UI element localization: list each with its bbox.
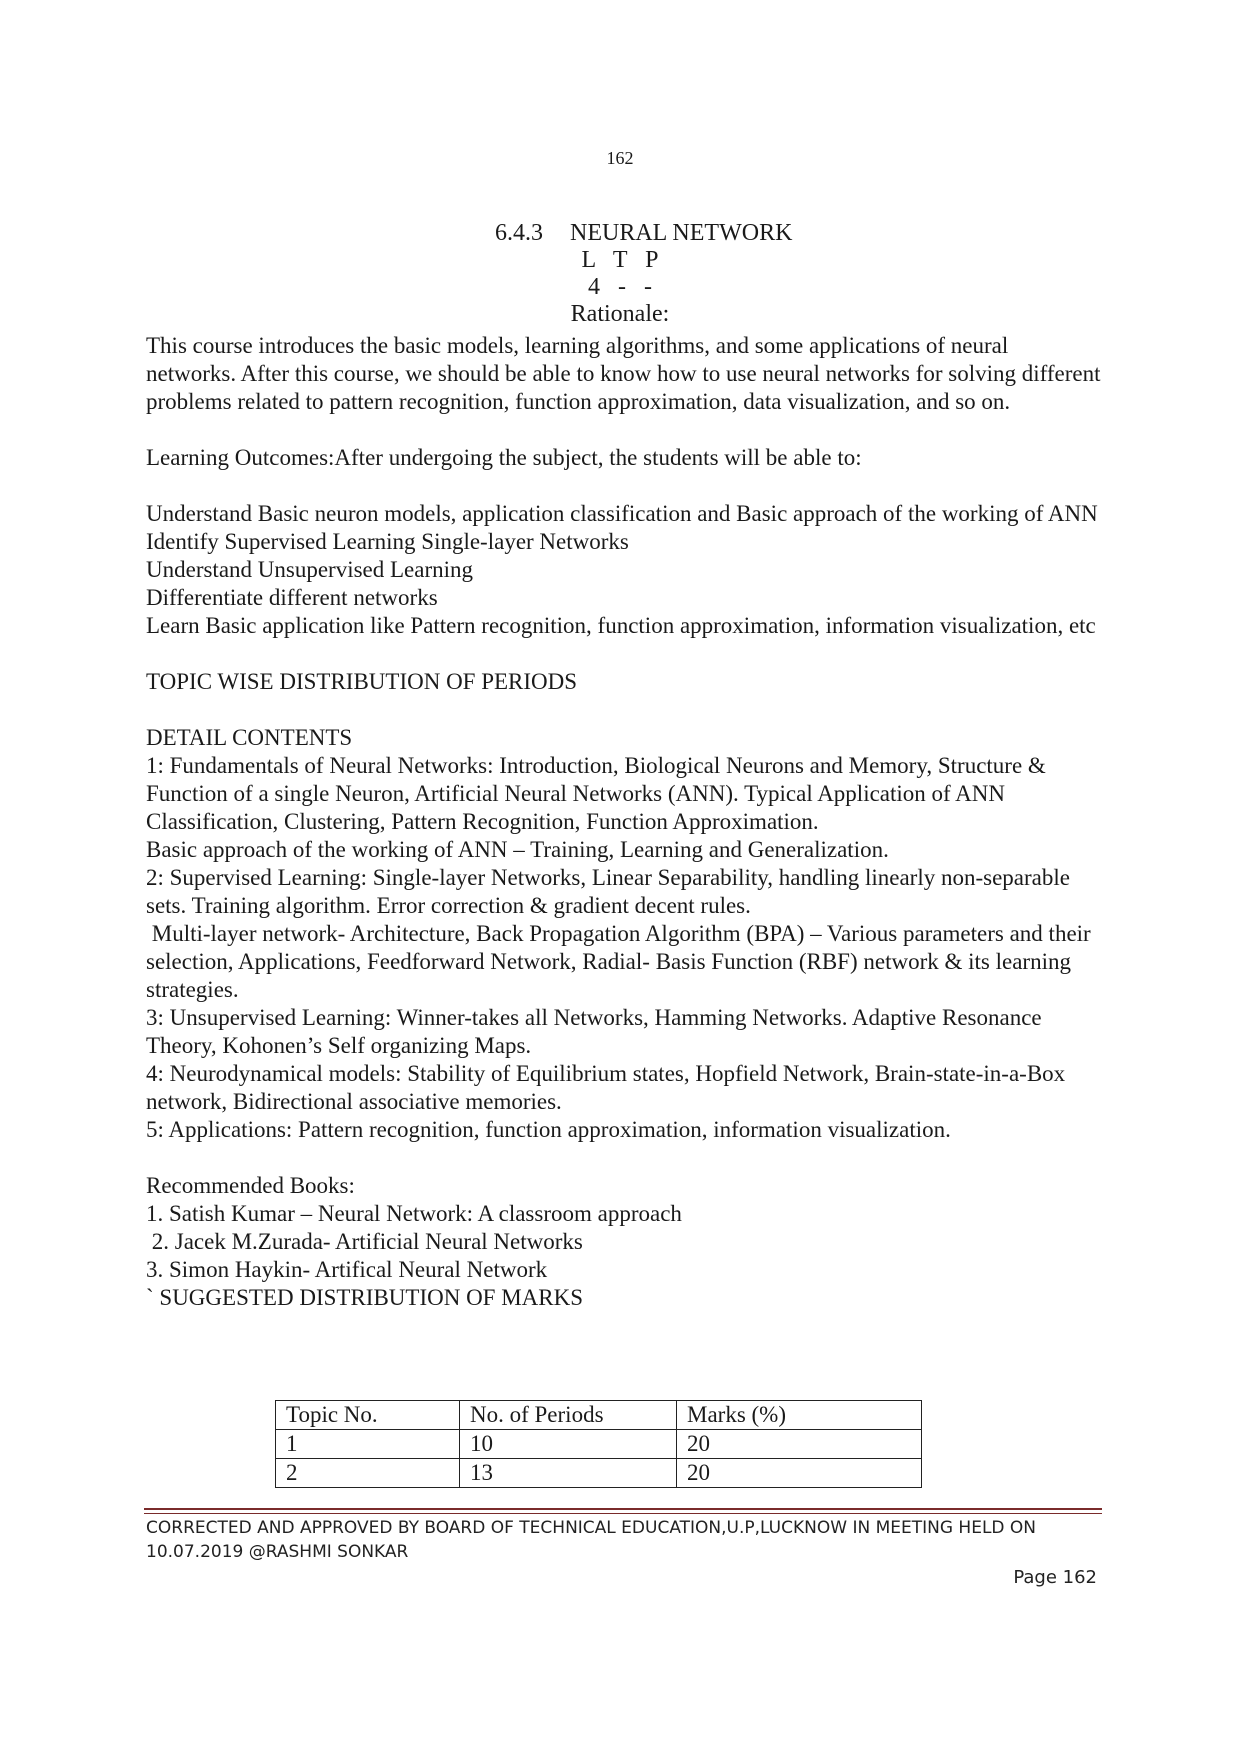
footer-line-2: 10.07.2019 @RASHMI SONKAR [146,1542,409,1562]
ltp-values: 4 - - [588,274,652,300]
course-title-row [0,220,1240,247]
book-item: 2. Jacek M.Zurada- Artificial Neural Networks [146,1229,583,1254]
book-item: 1. Satish Kumar – Neural Network: A classroom approach [146,1201,682,1226]
learning-outcome-item: Understand Unsupervised Learning [146,557,474,582]
rationale-label: Rationale: [570,301,670,327]
table-cell: 2 [276,1459,460,1488]
table-row [276,1459,922,1488]
detail-content-item: Basic approach of the working of ANN – Training, Learning and Generalization. [146,837,889,862]
table-cell: 1 [276,1430,460,1459]
book-item: 3. Simon Haykin- Artifical Neural Network [146,1257,548,1282]
course-title: NEURAL NETWORK [570,220,793,246]
recommended-books-heading: Recommended Books: [146,1173,355,1198]
learning-outcome-item: Understand Basic neuron models, application classification and Basic approach of the working of ANN [146,501,1098,526]
detail-content-item: 3: Unsupervised Learning: Winner-takes all Networks, Hamming Networks. Adaptive Resonance Theory, Kohonen’s Self organizing Maps. [146,1005,1042,1058]
footer-divider-thin [144,1513,1102,1514]
table-cell: 10 [460,1430,677,1459]
detail-content-item: Multi-layer network- Architecture, Back Propagation Algorithm (BPA) – Various parameters and their selection, Applications, Feedforward Network, Radial- Basis Function (RBF) network & its learning strategies. [146,921,1097,1002]
document-body [146,332,1101,1312]
table-cell: 13 [460,1459,677,1488]
footer-approval-text [146,1516,1106,1564]
table-header-cell: No. of Periods [460,1401,677,1430]
learning-outcomes-intro: Learning Outcomes:After undergoing the subject, the students will be able to: [146,445,862,470]
table-cell: 20 [677,1430,922,1459]
detail-content-item: 1: Fundamentals of Neural Networks: Introduction, Biological Neurons and Memory, Structure & Function of a single Neuron, Artificial Neural Networks (ANN). Typical Application of ANN Classification, Clustering, Pattern Recognition, Function Approximation. [146,753,1046,834]
learning-outcome-item: Identify Supervised Learning Single-layer Networks [146,529,629,554]
footer-divider [144,1508,1102,1510]
rationale-text: This course introduces the basic models, learning algorithms, and some applications of neural networks. After this course, we should be able to know how to use neural networks for solving different problems related to pattern recognition, function approximation, data visualization, and so on. [146,333,1101,414]
course-number: 6.4.3 [495,220,543,246]
detail-content-item: 5: Applications: Pattern recognition, function approximation, information visualization. [146,1117,951,1142]
detail-content-item: 2: Supervised Learning: Single-layer Networks, Linear Separability, handling linearly non-separable sets. Training algorithm. Error correction & gradient decent rules. [146,865,1070,918]
learning-outcome-item: Differentiate different networks [146,585,438,610]
table-header-row [276,1401,922,1430]
course-heading [0,220,1240,328]
page-number-top: 162 [606,148,634,168]
topic-wise-heading: TOPIC WISE DISTRIBUTION OF PERIODS [146,669,578,694]
marks-heading: ` SUGGESTED DISTRIBUTION OF MARKS [146,1285,584,1310]
table-header-cell: Topic No. [276,1401,460,1430]
ltp-header: L T P [581,247,659,273]
table-row [276,1430,922,1459]
footer-line-1: CORRECTED AND APPROVED BY BOARD OF TECHNICAL EDUCATION,U.P,LUCKNOW IN MEETING HELD ON [146,1518,1037,1538]
table-cell: 20 [677,1459,922,1488]
detail-contents-heading: DETAIL CONTENTS [146,725,353,750]
footer-page-number: Page 162 [1013,1567,1097,1588]
detail-content-item: 4: Neurodynamical models: Stability of Equilibrium states, Hopfield Network, Brain-state-in-a-Box network, Bidirectional associative memories. [146,1061,1066,1114]
learning-outcome-item: Learn Basic application like Pattern recognition, function approximation, information visualization, etc [146,613,1096,638]
table-header-cell: Marks (%) [677,1401,922,1430]
marks-table [275,1400,922,1488]
